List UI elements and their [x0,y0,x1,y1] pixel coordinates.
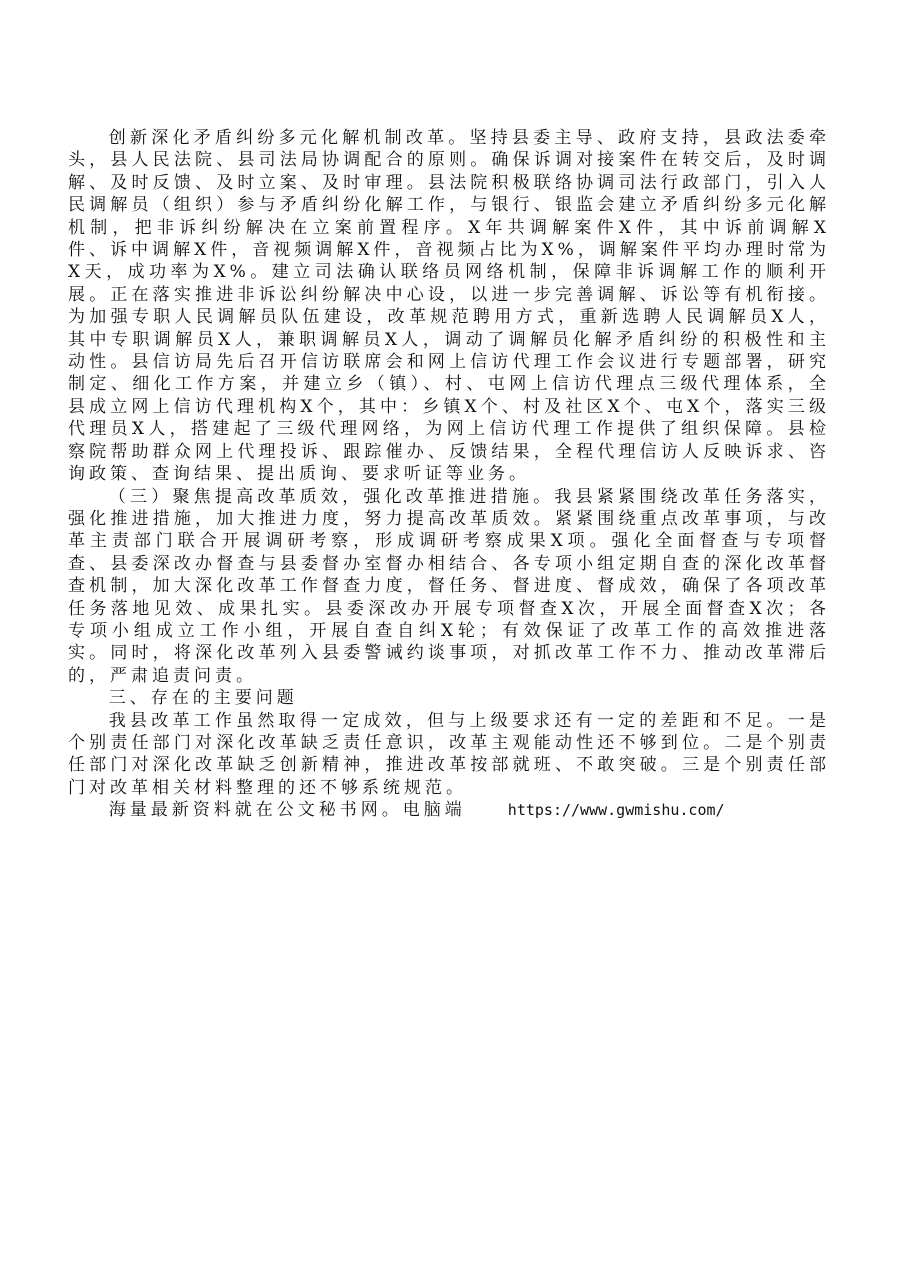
document-body [68,127,830,822]
footer-url-link[interactable]: https://www.gwmishu.com/ [507,801,725,820]
paragraph-reform-effectiveness: （三）聚焦提高改革质效，强化改革推进措施。我县紧紧围绕改革任务落实，强化推进措施，加大推进力度，努力提高改革质效。紧紧围绕重点改革事项，与改革主责部门联合开展调研考察，形成调研考察成果X项。强化全面督查与专项督查、县委深改办督查与县委督办室督办相结合、各专项小组定期自查的深化改革督查机制，加大深化改革工作督查力度，督任务、督进度、督成效，确保了各项改革任务落地见效、成果扎实。县委深改办开展专项督查X次，开展全面督查X次；各专项小组成立工作小组，开展自查自纠X轮；有效保证了改革工作的高效推进落实。同时，将深化改革列入县委警诫约谈事项，对抓改革工作不力、推动改革滞后的，严肃追责问责。 [68,486,830,686]
paragraph-problems: 我县改革工作虽然取得一定成效，但与上级要求还有一定的差距和不足。一是个别责任部门对深化改革缺乏责任意识，改革主观能动性还不够到位。二是个别责任部门对深化改革缺乏创新精神，推进改革按部就班、不敢突破。三是个别责任部门对改革相关材料整理的还不够系统规范。 [68,710,830,798]
section-heading-main-problems: 三、存在的主要问题 [108,688,298,709]
footer-promo [68,799,830,821]
paragraph-mediation-reform: 创新深化矛盾纠纷多元化解机制改革。坚持县委主导、政府支持，县政法委牵头，县人民法院、县司法局协调配合的原则。确保诉调对接案件在转交后，及时调解、及时反馈、及时立案、及时审理。县法院积极联络协调司法行政部门，引入人民调解员（组织）参与矛盾纠纷化解工作，与银行、银监会建立矛盾纠纷多元化解机制，把非诉纠纷解决在立案前置程序。X年共调解案件X件，其中诉前调解X件、诉中调解X件，音视频调解X件，音视频占比为X%，调解案件平均办理时常为X天，成功率为X%。建立司法确认联络员网络机制，保障非诉调解工作的顺利开展。正在落实推进非诉讼纠纷解决中心设，以进一步完善调解、诉讼等有机衔接。为加强专职人民调解员队伍建设，改革规范聘用方式，重新选聘人民调解员X人，其中专职调解员X人，兼职调解员X人，调动了调解员化解矛盾纠纷的积极性和主动性。县信访局先后召开信访联席会和网上信访代理工作会议进行专题部署，研究制定、细化工作方案，并建立乡（镇）、村、屯网上信访代理点三级代理体系，全县成立网上信访代理机构X个，其中：乡镇X个、村及社区X个、屯X个，落实三级代理员X人，搭建起了三级代理网络，为网上信访代理工作提供了组织保障。县检察院帮助群众网上代理投诉、跟踪催办、反馈结果，全程代理信访人反映诉求、咨询政策、查询结果、提出质询、要求听证等业务。 [68,128,830,485]
footer-text: 海量最新资料就在公文秘书网。电脑端 [108,800,466,821]
